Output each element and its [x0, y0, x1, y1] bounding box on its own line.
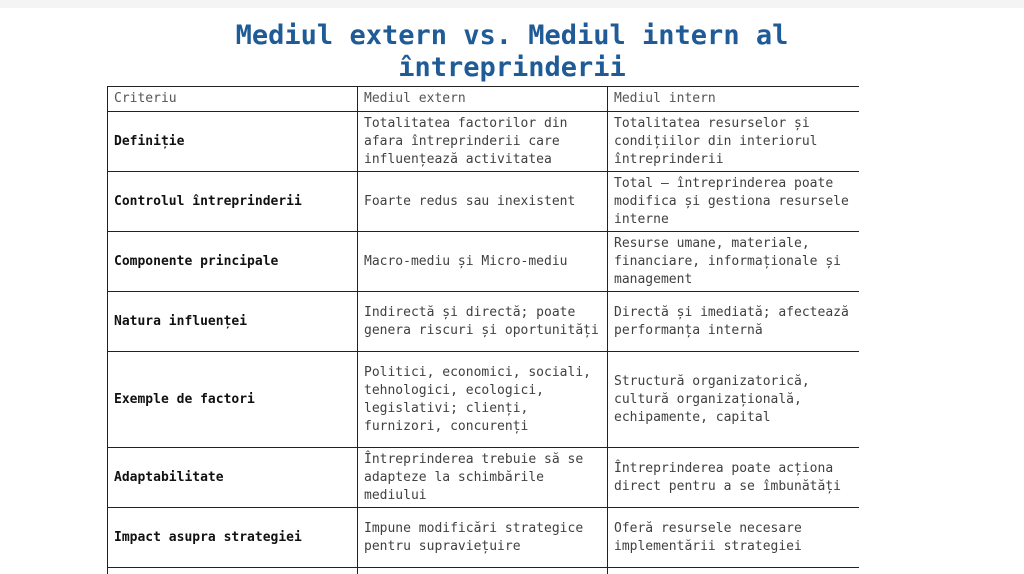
row-intern-cell: Oferă resursele necesare implementării strategiei — [608, 508, 860, 568]
row-extern-cell: Foarte redus sau inexistent — [358, 172, 608, 232]
row-intern-cell: Totalitatea resurselor și condițiilor din interiorul întreprinderii — [608, 112, 860, 172]
table-row — [108, 172, 860, 232]
table-header-row — [108, 87, 860, 112]
table-row — [108, 448, 860, 508]
row-extern-cell: Totalitatea factorilor din afara întreprinderii care influențează activitatea — [358, 112, 608, 172]
row-intern-cell: Întreprinderea poate acționa direct pentru a se îmbunătăți — [608, 448, 860, 508]
row-intern-cell-cut-off — [608, 568, 860, 574]
header-mediul-extern: Mediul extern — [358, 87, 608, 112]
table-row — [108, 292, 860, 352]
row-extern-cell: Politici, economici, sociali, tehnologici, ecologici, legislativi; clienți, furnizori, concurenți — [358, 352, 608, 448]
header-mediul-intern: Mediul intern — [608, 87, 860, 112]
table-row — [108, 112, 860, 172]
row-extern-cell: Macro-mediu și Micro-mediu — [358, 232, 608, 292]
row-criterion: Impact asupra strategiei — [108, 508, 358, 568]
header-criteriu: Criteriu — [108, 87, 358, 112]
row-intern-cell: Structură organizatorică, cultură organizațională, echipamente, capital — [608, 352, 860, 448]
comparison-table-container — [107, 86, 859, 574]
comparison-table — [107, 86, 859, 574]
row-criterion: Adaptabilitate — [108, 448, 358, 508]
row-intern-cell: Directă și imediată; afectează performanța internă — [608, 292, 860, 352]
row-criterion: Exemple de factori — [108, 352, 358, 448]
slide-title — [0, 20, 1024, 84]
row-criterion: Definiție — [108, 112, 358, 172]
row-intern-cell: Total – întreprinderea poate modifica și gestiona resursele interne — [608, 172, 860, 232]
row-extern-cell: Impune modificări strategice pentru supraviețuire — [358, 508, 608, 568]
row-extern-cell: Întreprinderea trebuie să se adapteze la schimbările mediului — [358, 448, 608, 508]
row-extern-cell: Indirectă și directă; poate genera riscuri și oportunități — [358, 292, 608, 352]
row-criterion-cut-off — [108, 568, 358, 574]
row-intern-cell: Resurse umane, materiale, financiare, informaționale și management — [608, 232, 860, 292]
slide-title-line-1: Mediul extern vs. Mediul intern al — [235, 20, 789, 51]
table-row — [108, 232, 860, 292]
table-row — [108, 352, 860, 448]
table-row — [108, 508, 860, 568]
row-criterion: Natura influenței — [108, 292, 358, 352]
row-extern-cell-cut-off — [358, 568, 608, 574]
row-criterion: Controlul întreprinderii — [108, 172, 358, 232]
slide-title-line-2: întreprinderii — [398, 52, 626, 83]
slide-top-bar — [0, 0, 1024, 8]
table-row-partial — [108, 568, 860, 574]
row-criterion: Componente principale — [108, 232, 358, 292]
